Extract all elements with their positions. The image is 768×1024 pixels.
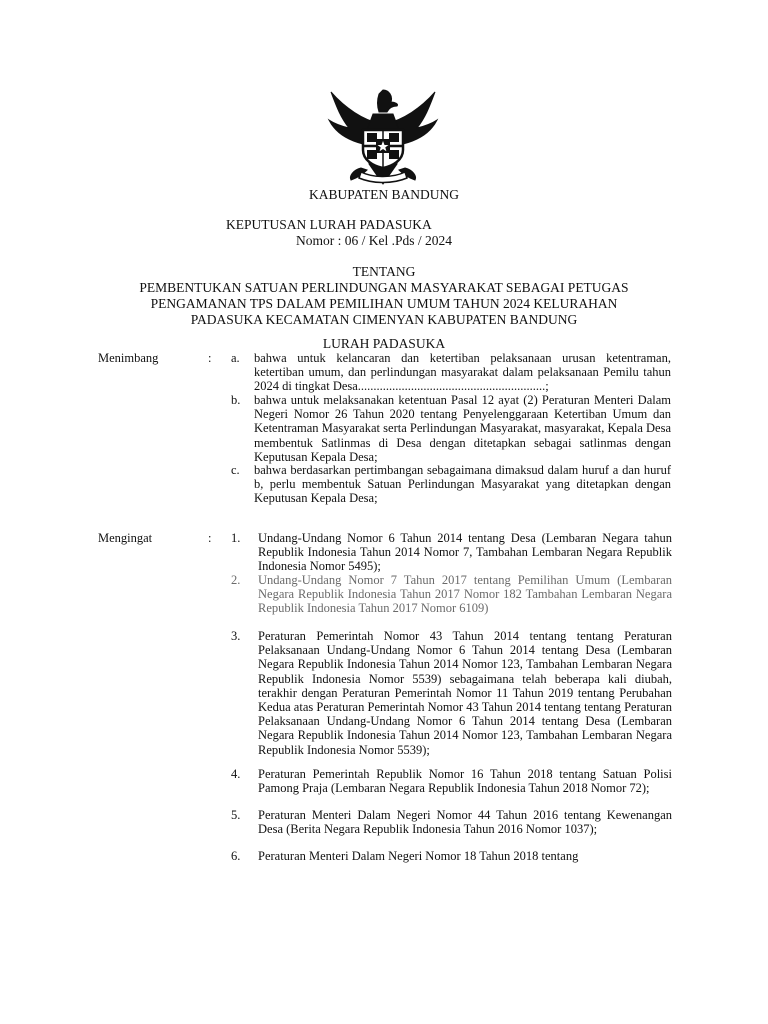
decree-title: KEPUTUSAN LURAH PADASUKA [226,217,432,232]
item-text: Undang-Undang Nomor 7 Tahun 2017 tentang Pemilihan Umum (Lembaran Negara Republik Indonesia Tahun 2017 Nomor 182 Tambahan Lembaran Negara Republik Indonesia Tahun 2017 Nomor 6109) [258,573,672,616]
tentang-heading: TENTANG [352,264,416,279]
item-marker: 1. [231,531,241,545]
regency-heading: KABUPATEN BANDUNG [309,187,459,202]
decree-number: Nomor : 06 / Kel .Pds / 2024 [296,233,453,248]
section-colon: : [208,531,212,545]
item-text: bahwa berdasarkan pertimbangan sebagaimana dimaksud dalam huruf a dan huruf b, perlu membentuk Satuan Perlindungan Masyarakat yang ditetapkan dengan Keputusan Kepala Desa; [254,463,671,506]
item-marker: b. [231,393,241,407]
garuda-pancasila-emblem [323,84,443,190]
item-marker: a. [231,351,240,365]
item-marker: c. [231,463,240,477]
subject-line: PENGAMANAN TPS DALAM PEMILIHAN UMUM TAHUN 2024 KELURAHAN [150,296,618,311]
item-marker: 2. [231,573,241,587]
item-text: Peraturan Pemerintah Nomor 43 Tahun 2014 tentang tentang Peraturan Pelaksanaan Undang-Undang Nomor 6 Tahun 2014 tentang Desa (Lembaran Negara Republik Indonesia Tahun 2014 Nomor 123, Tambahan Lembaran Negara Republik Indonesia Nomor 5539) sebagaimana telah beberapa kali diubah, terakhir dengan Peraturan Pemerintah Nomor 11 Tahun 2019 tentang Perubahan Kedua atas Peraturan Pemerintah Nomor 43 Tahun 2014 tentang tentang Peraturan Pelaksanaan Undang-Undang Nomor 6 Tahun 2014 tentang Desa (Lembaran Negara Republik Indonesia Tahun 2014 Nomor 123, Tambahan Lembaran Negara Republik Indonesia Nomor 5539); [258,629,672,757]
subject-line: PEMBENTUKAN SATUAN PERLINDUNGAN MASYARAKAT SEBAGAI PETUGAS [139,280,629,295]
item-text: bahwa untuk melaksanakan ketentuan Pasal 12 ayat (2) Peraturan Menteri Dalam Negeri Nomor 26 Tahun 2020 tentang Penyelenggaraan Ketertiban Umum dan Ketentraman Masyarakat serta Perlindungan Masyarakat, masyarakat, Kepala Desa membentuk Satlinmas di Desa dengan ditetapkan sebagai satlinmas dengan Keputusan Kepala Desa; [254,393,671,464]
section-colon: : [208,351,212,365]
subject-line: PADASUKA KECAMATAN CIMENYAN KABUPATEN BANDUNG [190,312,578,327]
item-marker: 5. [231,808,241,822]
item-marker: 3. [231,629,241,643]
item-marker: 6. [231,849,241,863]
authority-heading: LURAH PADASUKA [322,336,446,351]
item-text: bahwa untuk kelancaran dan ketertiban pelaksanaan urusan ketentraman, ketertiban umum, dan perlindungan masyarakat dalam pelaksanaan Pemilu tahun 2024 di tingkat Desa............................................................; [254,351,671,394]
section-label: Mengingat [98,531,153,545]
item-marker: 4. [231,767,241,781]
item-text: Peraturan Menteri Dalam Negeri Nomor 44 Tahun 2016 tentang Kewenangan Desa (Berita Negara Republik Indonesia Tahun 2016 Nomor 1037); [258,808,672,837]
item-text: Peraturan Pemerintah Republik Nomor 16 Tahun 2018 tentang Satuan Polisi Pamong Praja (Lembaran Negara Republik Indonesia Tahun 2018 Nomor 72); [258,767,672,796]
item-text: Peraturan Menteri Dalam Negeri Nomor 18 Tahun 2018 tentang [258,849,579,863]
section-label: Menimbang [98,351,159,365]
item-text: Undang-Undang Nomor 6 Tahun 2014 tentang Desa (Lembaran Negara tahun Republik Indonesia Tahun 2014 Nomor 7, Tambahan Lembaran Negara Republik Indonesia Nomor 5495); [258,531,672,574]
decree-subject [98,280,670,328]
